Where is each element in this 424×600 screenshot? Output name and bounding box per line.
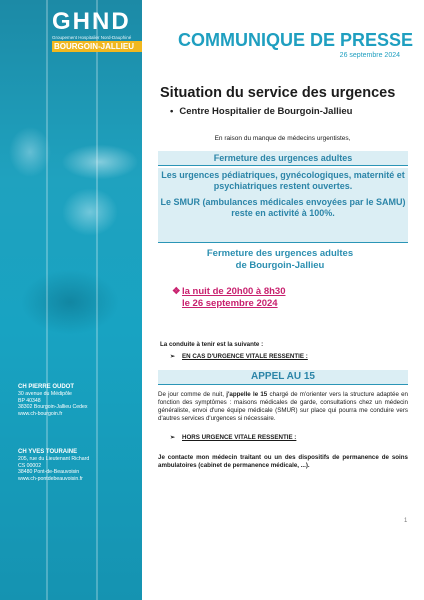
intro-text: En raison du manque de médecins urgentistes, — [214, 135, 351, 142]
open-services-panel — [158, 168, 408, 243]
arrow-bullet-icon: ➢ — [170, 353, 176, 360]
site-line: BP 40348 — [18, 397, 41, 404]
arrow-bullet-icon: ➢ — [170, 434, 176, 441]
non-vital-heading — [170, 434, 296, 442]
open-services-text: Les urgences pédiatriques, gynécologiques, maternité et psychiatriques restent ouvertes. — [161, 170, 405, 191]
logo-main: GHND — [52, 8, 131, 35]
ghnd-logo — [52, 10, 142, 52]
hospital-name: Centre Hospitalier de Bourgoin-Jallieu — [179, 106, 353, 117]
site-line: 30 avenue du Médipôle — [18, 391, 72, 397]
closure-line: Fermeture des urgences adultes — [206, 248, 354, 259]
closure-schedule — [172, 286, 286, 310]
site-line: 38480 Pont-de-Beauvoisin — [18, 469, 80, 476]
closure-banner: Fermeture des urgences adultes — [158, 151, 408, 166]
schedule-date: le 26 septembre 2024 — [182, 298, 278, 309]
closure-heading — [175, 248, 385, 272]
press-release-title: COMMUNIQUE DE PRESSE — [178, 30, 414, 50]
smur-text: Le SMUR (ambulances médicales envoyées par le SAMU) reste en activité à 100%. — [160, 197, 406, 218]
site-website: www.ch-bourgoin.fr — [18, 410, 63, 417]
site-address-1 — [18, 383, 88, 417]
site-line: CS 00002 — [18, 462, 42, 469]
non-vital-label: HORS URGENCE VITALE RESSENTIE : — [182, 434, 297, 441]
schedule-time: la nuit de 20h00 à 8h30 — [182, 286, 286, 297]
medical-staff-photo — [0, 62, 142, 362]
situation-subtitle — [170, 106, 352, 117]
site-name: CH PIERRE OUDOT — [18, 384, 75, 390]
vital-emergency-heading — [170, 353, 308, 361]
paragraph-emphasis: j'appelle le 15 — [226, 391, 268, 398]
site-address-2 — [18, 448, 89, 482]
doctor-contact-paragraph: Je contacte mon médecin traitant ou un des dispositifs de permanence de soins ambulatoires (cabinet de permanence médicale, ...). — [158, 454, 408, 469]
call-15-paragraph — [158, 391, 408, 423]
paragraph-text: De jour comme de nuit, — [158, 391, 227, 398]
closure-line: de Bourgoin-Jallieu — [235, 260, 325, 271]
vital-emergency-label: EN CAS D'URGENCE VITALE RESSENTIE : — [182, 353, 308, 360]
site-line: 38302 Bourgoin-Jallieu Cedex — [18, 404, 88, 411]
diamond-bullet-icon: ❖ — [172, 286, 181, 297]
decorative-stripe — [46, 0, 48, 600]
paragraph-text: chargé de m'orienter vers la structure adaptée en fonction des symptômes : maisons médicales de garde, consultations chez un médecin généraliste, envoi d'une équipe médicale (SMUR) sur place qui pourra me conduire vers d'autres services d'urgences si nécessaire. — [158, 391, 409, 422]
logo-subtitle: Groupement Hospitalier Nord-Dauphiné — [52, 35, 132, 40]
conduct-intro: La conduite à tenir est la suivante : — [160, 341, 264, 348]
site-website: www.ch-pontdebeauvoisin.fr — [18, 475, 83, 482]
situation-title: Situation du service des urgences — [160, 85, 396, 101]
logo-site-bar: BOURGOIN-JALLIEU — [52, 41, 142, 52]
site-name: CH YVES TOURAINE — [18, 449, 78, 455]
decorative-stripe — [96, 0, 98, 600]
page-number: 1 — [404, 518, 408, 524]
bullet-icon: • — [170, 106, 174, 117]
press-release-date: 26 septembre 2024 — [339, 52, 400, 59]
site-line: 205, rue du Lieutenant Richard — [18, 456, 90, 462]
sidebar — [0, 0, 142, 600]
call-15-banner: APPEL AU 15 — [158, 370, 408, 385]
